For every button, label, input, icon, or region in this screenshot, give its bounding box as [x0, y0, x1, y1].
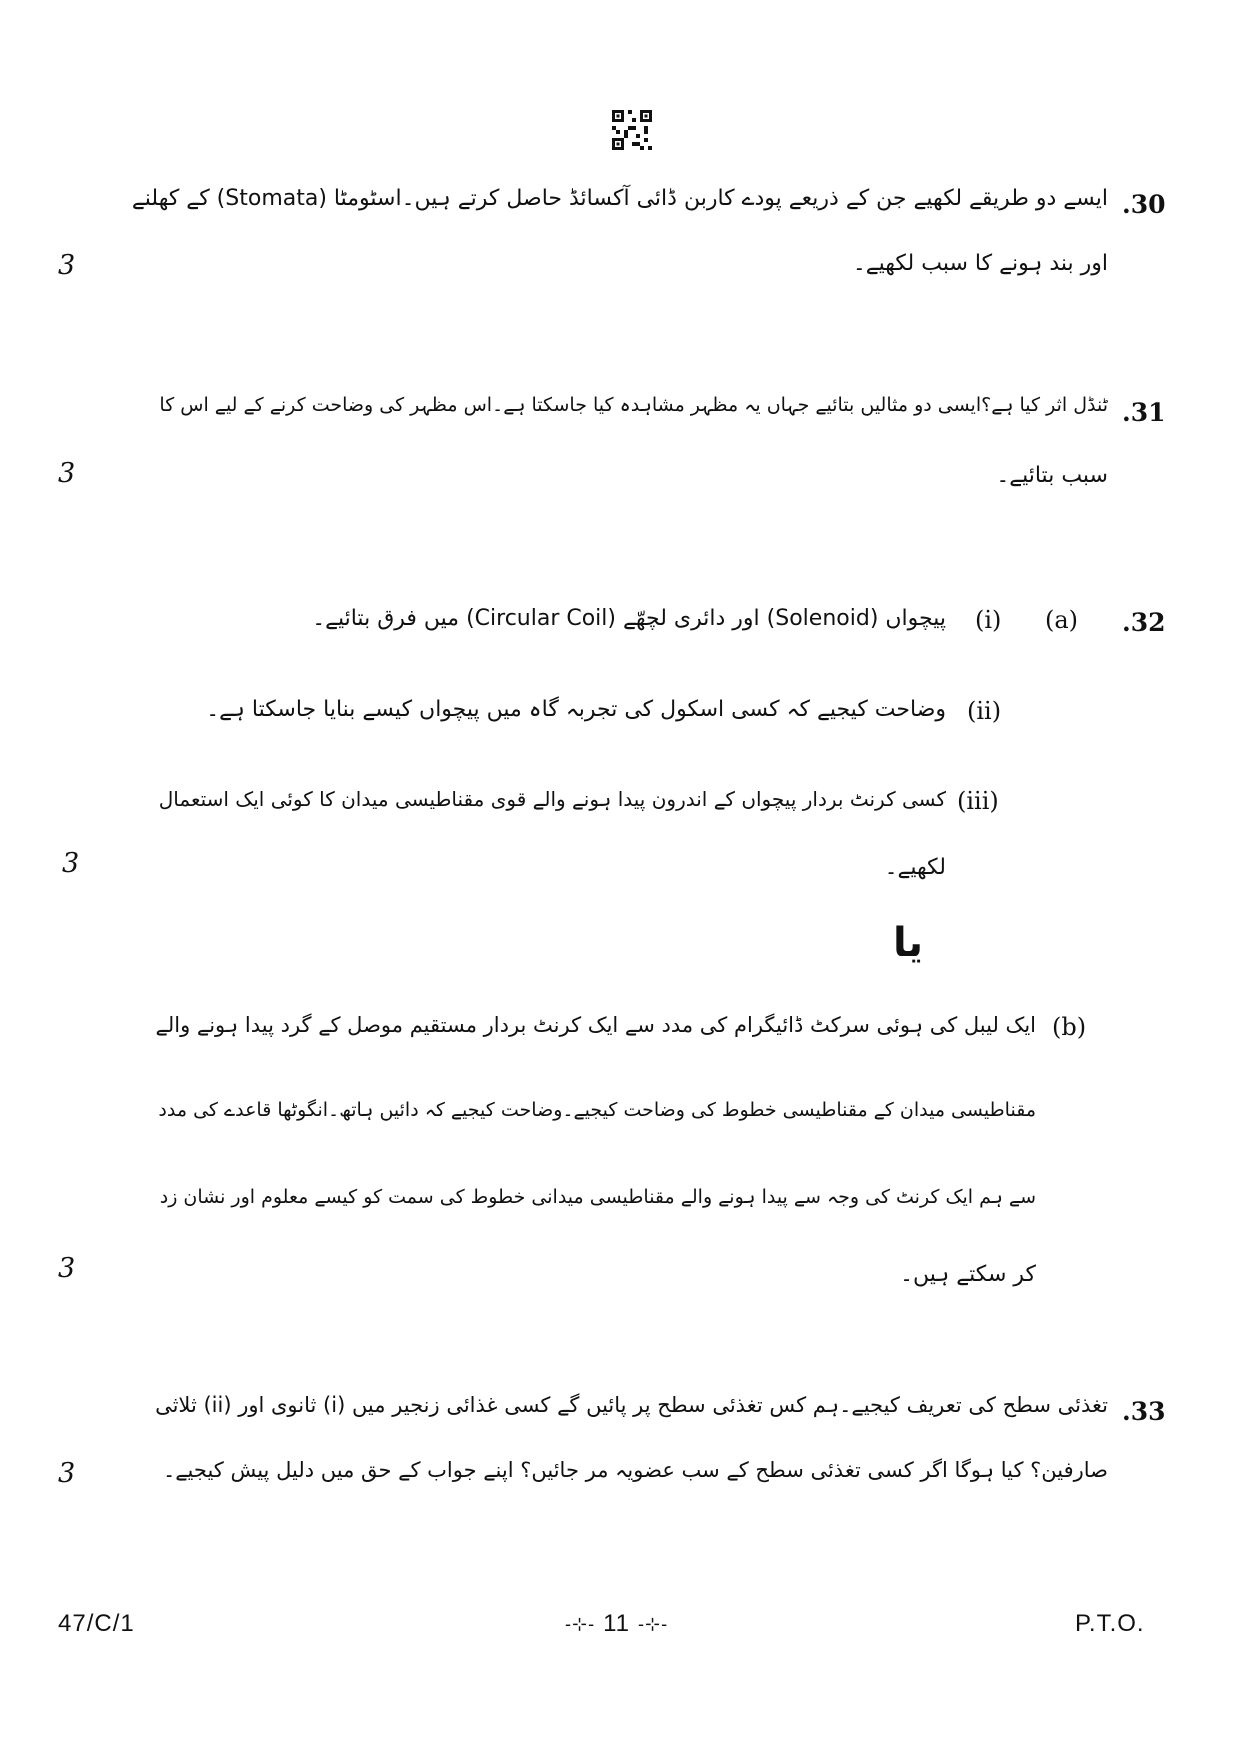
qr-code-icon [612, 110, 652, 150]
question-number: .30 [1122, 190, 1166, 219]
part-label: (b) [1052, 1013, 1087, 1041]
question-text-line: کر سکتے ہیں۔ [900, 1262, 1036, 1287]
question-text-line: وضاحت کیجیے کہ کسی اسکول کی تجربہ گاہ میں پیچواں کیسے بنایا جاسکتا ہے۔ [206, 697, 946, 722]
question-text-line: ٹنڈل اثر کیا ہے؟ایسی دو مثالیں بتائیے جہاں یہ مظہر مشاہدہ کیا جاسکتا ہے۔اس مظہر کی وضاحت کرنے کے لیے اس کا [159, 394, 1108, 416]
question-text-line: تغذئی سطح کی تعریف کیجیے۔ہم کس تغذئی سطح پر پائیں گے کسی غذائی زنجیر میں (i) ثانوی اور (ii) ثلاثی [155, 1393, 1108, 1417]
question-number: .31 [1122, 398, 1166, 427]
question-text-line: ایک لیبل کی ہوئی سرکٹ ڈائیگرام کی مدد سے ایک کرنٹ بردار مستقیم موصل کے گرد پیدا ہونے والے [155, 1013, 1036, 1037]
question-number: .33 [1122, 1397, 1166, 1426]
question-number: .32 [1122, 608, 1166, 637]
question-text-line: اور بند ہونے کا سبب لکھیے۔ [852, 251, 1108, 276]
page-number: 11 [603, 1610, 630, 1637]
pto-label: P.T.O. [1075, 1610, 1145, 1637]
page-decor-left: -⊹- [565, 1613, 596, 1634]
sub-part-label: (i) [975, 606, 1002, 634]
question-text-line: ایسے دو طریقے لکھیے جن کے ذریعے پودے کاربن ڈائی آکسائڈ حاصل کرتے ہیں۔اسٹومٹا (Stomata) کے کھلنے [131, 186, 1108, 211]
question-text-line: لکھیے۔ [884, 855, 946, 880]
marks: 3 [58, 1458, 76, 1489]
page-decor-right: -⊹- [638, 1613, 669, 1634]
part-label: (a) [1045, 606, 1079, 634]
question-text-line: کسی کرنٹ بردار پیچواں کے اندرون پیدا ہونے والے قوی مقناطیسی میدان کا کوئی ایک استعمال [158, 787, 946, 811]
sub-part-label: (ii) [967, 697, 1002, 725]
marks: 3 [58, 458, 76, 489]
page-number-group [565, 1610, 668, 1638]
question-text-line: پیچواں (Solenoid) اور دائری لچھّے (Circular Coil) میں فرق بتائیے۔ [312, 606, 946, 631]
question-text-line: سے ہم ایک کرنٹ کی وجہ سے پیدا ہونے والے مقناطیسی میدانی خطوط کی سمت کو کیسے معلوم اور نشان زد [159, 1186, 1036, 1208]
question-text-line: مقناطیسی میدان کے مقناطیسی خطوط کی وضاحت کیجیے۔وضاحت کیجیے کہ دائیں ہاتھ۔انگوٹھا قاعدے کی مدد [158, 1099, 1036, 1121]
marks: 3 [58, 1253, 76, 1284]
sub-part-label: (iii) [957, 787, 999, 815]
question-text-line: سبب بتائیے۔ [996, 463, 1108, 488]
marks: 3 [62, 848, 80, 879]
paper-code: 47/C/1 [58, 1610, 135, 1637]
marks: 3 [58, 250, 76, 281]
question-text-line: صارفین؟ کیا ہوگا اگر کسی تغذئی سطح کے سب عضویہ مر جائیں؟ اپنے جواب کے حق میں دلیل پیش کیجیے۔ [162, 1458, 1108, 1482]
or-separator: یا [893, 920, 924, 966]
